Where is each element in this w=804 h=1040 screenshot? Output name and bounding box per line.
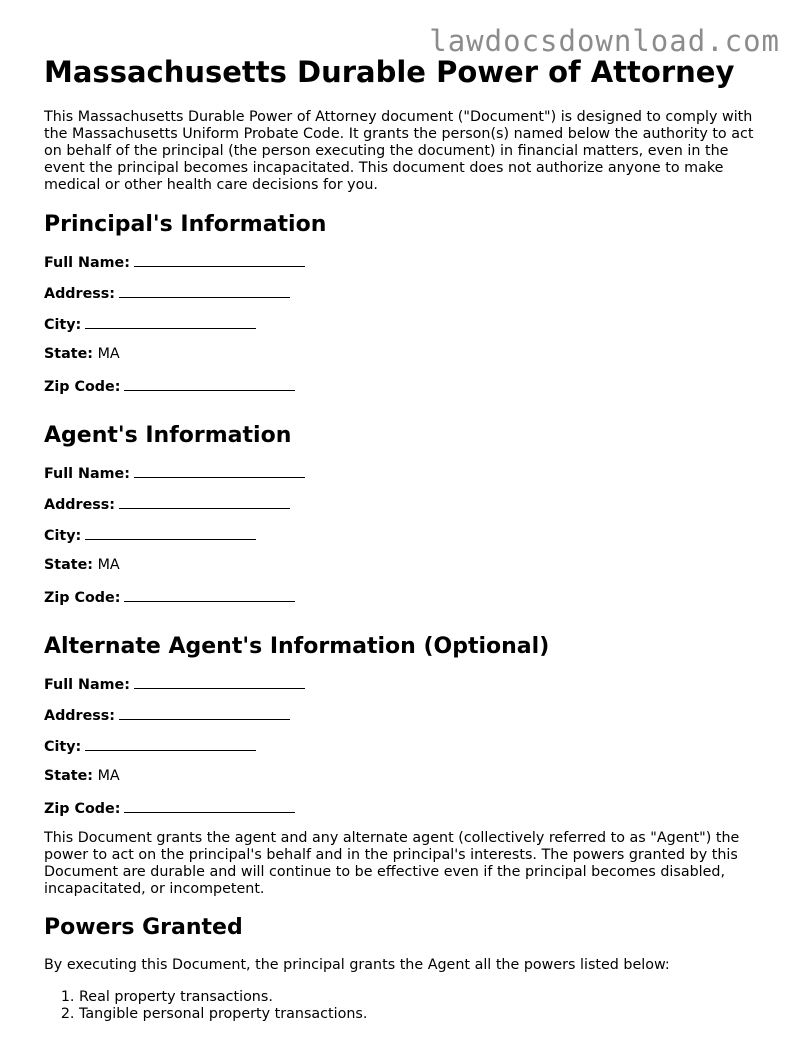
principal-state-field	[44, 346, 760, 377]
field-label: City:	[44, 528, 82, 544]
alternate-state-field	[44, 768, 760, 799]
principal-fields	[44, 253, 760, 408]
alternate-full-name-field	[44, 675, 760, 706]
principal-full-name-blank[interactable]	[134, 253, 305, 267]
field-label: Zip Code:	[44, 379, 121, 395]
field-label: Address:	[44, 708, 116, 724]
intro-paragraph: This Massachusetts Durable Power of Attorney document ("Document") is designed to comply with the Massachusetts Uniform Probate Code. It grants the person(s) named below the authority to act on behalf of the principal (the person executing the document) in financial matters, even in the event the principal becomes incapacitated. This document does not authorize anyone to make medical or other health care decisions for you.	[44, 109, 754, 193]
field-label: Full Name:	[44, 677, 130, 693]
principal-section-heading: Principal's Information	[44, 212, 327, 237]
principal-address-field	[44, 284, 760, 315]
field-label: Zip Code:	[44, 590, 121, 606]
alternate-zip-blank[interactable]	[124, 799, 295, 813]
agent-full-name-blank[interactable]	[134, 464, 305, 478]
principal-zip-blank[interactable]	[124, 377, 295, 391]
principal-city-field	[44, 315, 760, 346]
agent-zip-blank[interactable]	[124, 588, 295, 602]
agent-state-field	[44, 557, 760, 588]
powers-granted-heading: Powers Granted	[44, 915, 243, 940]
field-label: City:	[44, 739, 82, 755]
watermark: lawdocsdownload.com	[429, 24, 780, 58]
field-label: Zip Code:	[44, 801, 121, 817]
principal-city-blank[interactable]	[85, 315, 256, 329]
field-label: Address:	[44, 286, 116, 302]
principal-state-value: MA	[97, 346, 120, 362]
field-label: State:	[44, 346, 94, 362]
alternate-state-value: MA	[97, 768, 120, 784]
principal-full-name-field	[44, 253, 760, 284]
agent-address-blank[interactable]	[119, 495, 290, 509]
agent-section-heading: Agent's Information	[44, 423, 292, 448]
field-label: State:	[44, 557, 94, 573]
alternate-zip-field	[44, 799, 760, 830]
principal-zip-field	[44, 377, 760, 408]
agent-address-field	[44, 495, 760, 526]
powers-list	[44, 989, 760, 1023]
powers-paragraph: This Document grants the agent and any alternate agent (collectively referred to as "Agent") the power to act on the principal's behalf and in the principal's interests. The powers granted by this Document are durable and will continue to be effective even if the principal becomes disabled, incapacitated, or incompetent.	[44, 830, 740, 897]
field-label: Full Name:	[44, 466, 130, 482]
alternate-address-blank[interactable]	[119, 706, 290, 720]
field-label: Full Name:	[44, 255, 130, 271]
powers-intro: By executing this Document, the principal grants the Agent all the powers listed below:	[44, 957, 670, 973]
document-title: Massachusetts Durable Power of Attorney	[44, 55, 735, 89]
agent-state-value: MA	[97, 557, 120, 573]
alternate-city-blank[interactable]	[85, 737, 256, 751]
agent-city-blank[interactable]	[85, 526, 256, 540]
alternate-full-name-blank[interactable]	[134, 675, 305, 689]
agent-fields	[44, 464, 760, 619]
document-page	[44, 54, 760, 1023]
alternate-agent-section-heading: Alternate Agent's Information (Optional)	[44, 634, 550, 659]
alternate-city-field	[44, 737, 760, 768]
principal-address-blank[interactable]	[119, 284, 290, 298]
agent-city-field	[44, 526, 760, 557]
field-label: City:	[44, 317, 82, 333]
list-item: 2. Tangible personal property transactions.	[79, 1006, 760, 1023]
field-label: Address:	[44, 497, 116, 513]
alternate-agent-fields	[44, 675, 760, 830]
alternate-address-field	[44, 706, 760, 737]
list-item: 1. Real property transactions.	[79, 989, 760, 1006]
agent-full-name-field	[44, 464, 760, 495]
agent-zip-field	[44, 588, 760, 619]
field-label: State:	[44, 768, 94, 784]
